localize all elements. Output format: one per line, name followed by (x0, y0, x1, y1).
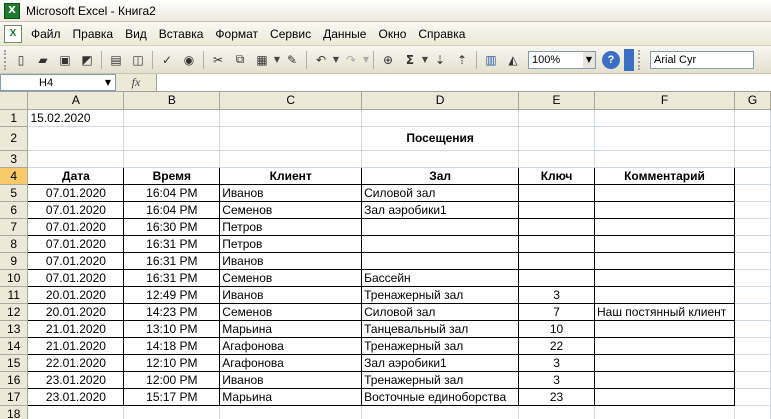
spelling-icon[interactable]: ✓ (161, 52, 173, 67)
paste-dropdown-icon[interactable]: ▼ (273, 55, 281, 64)
hall-cell[interactable]: Танцевальный зал (362, 320, 519, 337)
cell[interactable] (734, 269, 770, 286)
hall-cell[interactable]: Бассейн (362, 269, 519, 286)
menu-format[interactable]: Формат (215, 26, 259, 41)
drawing-icon[interactable]: ◭ (508, 52, 518, 67)
menu-edit[interactable]: Правка (72, 26, 114, 41)
date-cell[interactable]: 21.01.2020 (28, 320, 124, 337)
cell[interactable] (734, 337, 770, 354)
paste-icon[interactable]: ▦ (256, 52, 268, 67)
column-header-a[interactable]: A (28, 92, 124, 109)
hall-cell[interactable]: Силовой зал (362, 303, 519, 320)
open-icon[interactable]: ▰ (38, 52, 48, 67)
cell[interactable] (519, 109, 595, 126)
standard-toolbar (0, 46, 771, 74)
row-header[interactable]: 15 (0, 354, 28, 371)
client-cell[interactable]: Иванов (220, 371, 362, 388)
comment-cell[interactable] (595, 201, 735, 218)
row-header[interactable]: 5 (0, 184, 28, 201)
menu-tools[interactable]: Сервис (270, 26, 312, 41)
cell[interactable] (734, 109, 770, 126)
toolbar-separator (203, 51, 204, 69)
worksheet-grid (0, 92, 771, 419)
date-cell[interactable]: 20.01.2020 (28, 286, 124, 303)
table-row (0, 252, 771, 269)
date-cell[interactable]: 22.01.2020 (28, 354, 124, 371)
time-cell[interactable]: 16:30 PM (124, 218, 220, 235)
cell[interactable] (734, 218, 770, 235)
cell[interactable] (595, 405, 735, 419)
hyperlink-icon[interactable]: ⊕ (382, 52, 394, 67)
client-cell[interactable]: Семенов (220, 303, 362, 320)
cell[interactable] (519, 405, 595, 419)
header-time[interactable]: Время (124, 167, 220, 184)
cell[interactable] (734, 371, 770, 388)
hall-cell[interactable]: Тренажерный зал (362, 371, 519, 388)
table-row (0, 184, 771, 201)
table-row (0, 354, 771, 371)
row-header[interactable]: 9 (0, 252, 28, 269)
date-cell[interactable]: 07.01.2020 (28, 252, 124, 269)
comment-cell[interactable] (595, 269, 735, 286)
cell[interactable] (734, 320, 770, 337)
cell[interactable] (734, 201, 770, 218)
select-all-corner[interactable] (0, 92, 28, 109)
table-row (0, 371, 771, 388)
time-cell[interactable]: 14:18 PM (124, 337, 220, 354)
comment-cell[interactable] (595, 184, 735, 201)
cell[interactable] (734, 235, 770, 252)
comment-cell[interactable] (595, 218, 735, 235)
hall-cell[interactable]: Зал аэробики1 (362, 354, 519, 371)
table-row (0, 235, 771, 252)
date-cell[interactable]: 15.02.2020 (28, 109, 124, 126)
cell[interactable] (595, 126, 735, 150)
sort-ascending-icon[interactable]: ⇣ (434, 52, 446, 67)
autosum-icon[interactable]: Σ (405, 52, 415, 67)
row-header[interactable]: 2 (0, 126, 28, 150)
column-header-g[interactable]: G (734, 92, 770, 109)
save-icon[interactable]: ▣ (59, 52, 71, 67)
cell[interactable] (734, 303, 770, 320)
time-cell[interactable]: 12:00 PM (124, 371, 220, 388)
redo-icon[interactable]: ↷ (345, 52, 357, 67)
menu-window[interactable]: Окно (378, 26, 407, 41)
excel-icon[interactable]: X (4, 3, 20, 19)
row-header[interactable]: 11 (0, 286, 28, 303)
header-date[interactable]: Дата (28, 167, 124, 184)
date-cell[interactable]: 07.01.2020 (28, 235, 124, 252)
client-cell[interactable]: Марьина (220, 320, 362, 337)
cell[interactable] (734, 405, 770, 419)
workbook-icon[interactable]: X (4, 25, 22, 43)
time-cell[interactable]: 12:49 PM (124, 286, 220, 303)
chevron-down-icon[interactable]: ▼ (583, 52, 595, 68)
key-cell[interactable]: 3 (519, 286, 595, 303)
date-cell[interactable]: 23.01.2020 (28, 388, 124, 405)
window-title: Microsoft Excel - Книга2 (26, 3, 156, 18)
cell[interactable] (220, 150, 362, 167)
table-row (0, 201, 771, 218)
autosum-dropdown-icon[interactable]: ▼ (421, 55, 429, 64)
row-header[interactable]: 13 (0, 320, 28, 337)
client-cell[interactable]: Иванов (220, 286, 362, 303)
column-header-f[interactable]: F (595, 92, 735, 109)
cell[interactable] (124, 405, 220, 419)
cell[interactable] (362, 109, 519, 126)
cell[interactable] (734, 286, 770, 303)
menu-bar (0, 22, 771, 46)
row-header[interactable]: 18 (0, 405, 28, 419)
undo-icon[interactable]: ↶ (315, 52, 327, 67)
research-icon[interactable]: ◉ (183, 52, 195, 67)
row-header[interactable]: 12 (0, 303, 28, 320)
copy-icon[interactable]: ⧉ (235, 52, 245, 66)
cell[interactable] (734, 167, 770, 184)
cell[interactable] (220, 126, 362, 150)
menu-file[interactable]: Файл (31, 26, 61, 41)
client-cell[interactable]: Семенов (220, 201, 362, 218)
key-cell[interactable] (519, 235, 595, 252)
toolbar-separator (101, 51, 102, 69)
toolbar-options-icon[interactable] (624, 49, 634, 71)
time-cell[interactable]: 12:10 PM (124, 354, 220, 371)
time-cell[interactable]: 16:04 PM (124, 184, 220, 201)
hall-cell[interactable] (362, 252, 519, 269)
comment-cell[interactable] (595, 235, 735, 252)
name-box-value: H4 (39, 76, 54, 89)
title-bar (0, 0, 771, 22)
hall-cell[interactable] (362, 218, 519, 235)
time-cell[interactable]: 16:31 PM (124, 235, 220, 252)
print-preview-icon[interactable]: ◫ (132, 52, 144, 67)
client-cell[interactable]: Иванов (220, 252, 362, 269)
table-row (0, 218, 771, 235)
cell[interactable] (734, 252, 770, 269)
redo-dropdown-icon[interactable]: ▼ (362, 55, 370, 64)
row-header[interactable]: 7 (0, 218, 28, 235)
client-cell[interactable]: Иванов (220, 184, 362, 201)
header-hall[interactable]: Зал (362, 167, 519, 184)
time-cell[interactable]: 15:17 PM (124, 388, 220, 405)
date-cell[interactable]: 21.01.2020 (28, 337, 124, 354)
header-client[interactable]: Клиент (220, 167, 362, 184)
row-header[interactable]: 10 (0, 269, 28, 286)
client-cell[interactable]: Петров (220, 235, 362, 252)
key-cell[interactable] (519, 201, 595, 218)
hall-cell[interactable] (362, 235, 519, 252)
column-header-b[interactable]: B (124, 92, 220, 109)
hall-cell[interactable]: Тренажерный зал (362, 337, 519, 354)
toolbar-grip[interactable] (638, 50, 641, 70)
column-header-d[interactable]: D (362, 92, 519, 109)
hall-cell[interactable]: Силовой зал (362, 184, 519, 201)
cell[interactable] (519, 126, 595, 150)
cell[interactable] (734, 184, 770, 201)
comment-cell[interactable] (595, 252, 735, 269)
table-row (0, 269, 771, 286)
table-row (0, 388, 771, 405)
new-icon[interactable]: ▯ (17, 52, 25, 67)
format-painter-icon[interactable]: ✎ (286, 52, 298, 67)
toolbar-separator (476, 51, 477, 69)
name-box[interactable] (0, 74, 116, 91)
row-header[interactable]: 3 (0, 150, 28, 167)
cell[interactable] (734, 354, 770, 371)
cell[interactable] (28, 126, 124, 150)
sheet-title[interactable]: Посещения (362, 126, 519, 150)
row-header[interactable]: 17 (0, 388, 28, 405)
time-cell[interactable]: 16:31 PM (124, 269, 220, 286)
table-row (0, 303, 771, 320)
cell[interactable] (595, 150, 735, 167)
time-cell[interactable]: 16:31 PM (124, 252, 220, 269)
row-header[interactable]: 8 (0, 235, 28, 252)
table-row (0, 337, 771, 354)
client-cell[interactable]: Агафонова (220, 337, 362, 354)
date-cell[interactable]: 07.01.2020 (28, 201, 124, 218)
cell[interactable] (734, 150, 770, 167)
key-cell[interactable]: 3 (519, 371, 595, 388)
toolbar-grip[interactable] (4, 50, 7, 70)
menu-insert[interactable]: Вставка (158, 26, 204, 41)
date-cell[interactable]: 07.01.2020 (28, 184, 124, 201)
comment-cell[interactable] (595, 320, 735, 337)
key-cell[interactable]: 23 (519, 388, 595, 405)
cell[interactable] (220, 405, 362, 419)
row-header[interactable]: 1 (0, 109, 28, 126)
menu-help[interactable]: Справка (418, 26, 466, 41)
cell[interactable] (595, 109, 735, 126)
row-header[interactable]: 6 (0, 201, 28, 218)
time-cell[interactable]: 14:23 PM (124, 303, 220, 320)
time-cell[interactable]: 13:10 PM (124, 320, 220, 337)
header-key[interactable]: Ключ (519, 167, 595, 184)
toolbar-separator (306, 51, 307, 69)
header-comment[interactable]: Комментарий (595, 167, 735, 184)
key-cell[interactable]: 10 (519, 320, 595, 337)
date-cell[interactable]: 07.01.2020 (28, 269, 124, 286)
column-header-e[interactable]: E (519, 92, 595, 109)
cell[interactable] (734, 388, 770, 405)
cell[interactable] (362, 150, 519, 167)
key-cell[interactable] (519, 184, 595, 201)
comment-cell[interactable]: Наш постянный клиент (595, 303, 735, 320)
undo-dropdown-icon[interactable]: ▼ (332, 55, 340, 64)
cell[interactable] (124, 126, 220, 150)
formula-input[interactable] (156, 74, 771, 91)
zoom-value: 100% (532, 53, 561, 66)
hall-cell[interactable]: Зал аэробики1 (362, 201, 519, 218)
client-cell[interactable]: Семенов (220, 269, 362, 286)
zoom-select[interactable] (528, 51, 596, 69)
key-cell[interactable]: 3 (519, 354, 595, 371)
cell[interactable] (124, 150, 220, 167)
table-row (0, 286, 771, 303)
cell[interactable] (28, 405, 124, 419)
table-row (0, 320, 771, 337)
comment-cell[interactable] (595, 337, 735, 354)
fx-icon[interactable]: fx (131, 75, 141, 89)
help-icon[interactable]: ? (602, 51, 620, 69)
date-cell[interactable]: 23.01.2020 (28, 371, 124, 388)
key-cell[interactable]: 7 (519, 303, 595, 320)
key-cell[interactable]: 22 (519, 337, 595, 354)
cell[interactable] (362, 405, 519, 419)
key-cell[interactable] (519, 252, 595, 269)
menu-data[interactable]: Данные (323, 26, 367, 41)
comment-cell[interactable] (595, 354, 735, 371)
client-cell[interactable]: Марьина (220, 388, 362, 405)
client-cell[interactable]: Агафонова (220, 354, 362, 371)
cell[interactable] (734, 126, 770, 150)
permission-icon[interactable]: ◩ (81, 52, 93, 67)
cut-icon[interactable]: ✂ (212, 52, 224, 67)
row-header[interactable]: 4 (0, 167, 28, 184)
cell[interactable] (28, 150, 124, 167)
cell[interactable] (220, 109, 362, 126)
time-cell[interactable]: 16:04 PM (124, 201, 220, 218)
hall-cell[interactable]: Восточные единоборства (362, 388, 519, 405)
date-cell[interactable]: 20.01.2020 (28, 303, 124, 320)
print-icon[interactable]: ▤ (110, 52, 122, 67)
chevron-down-icon[interactable]: ▼ (104, 78, 112, 87)
row-header[interactable]: 16 (0, 371, 28, 388)
column-header-c[interactable]: C (220, 92, 362, 109)
chart-wizard-icon[interactable]: ▥ (485, 52, 497, 67)
toolbar-separator (152, 51, 153, 69)
font-name-select[interactable]: Arial Cyr (650, 51, 754, 69)
cell[interactable] (519, 150, 595, 167)
menu-view[interactable]: Вид (125, 26, 147, 41)
comment-cell[interactable] (595, 371, 735, 388)
date-cell[interactable]: 07.01.2020 (28, 218, 124, 235)
comment-cell[interactable] (595, 286, 735, 303)
sort-descending-icon[interactable]: ⇡ (456, 52, 468, 67)
client-cell[interactable]: Петров (220, 218, 362, 235)
cell[interactable] (124, 109, 220, 126)
key-cell[interactable] (519, 269, 595, 286)
comment-cell[interactable] (595, 388, 735, 405)
row-header[interactable]: 14 (0, 337, 28, 354)
formula-bar (0, 74, 771, 92)
hall-cell[interactable]: Тренажерный зал (362, 286, 519, 303)
key-cell[interactable] (519, 218, 595, 235)
toolbar-separator (373, 51, 374, 69)
